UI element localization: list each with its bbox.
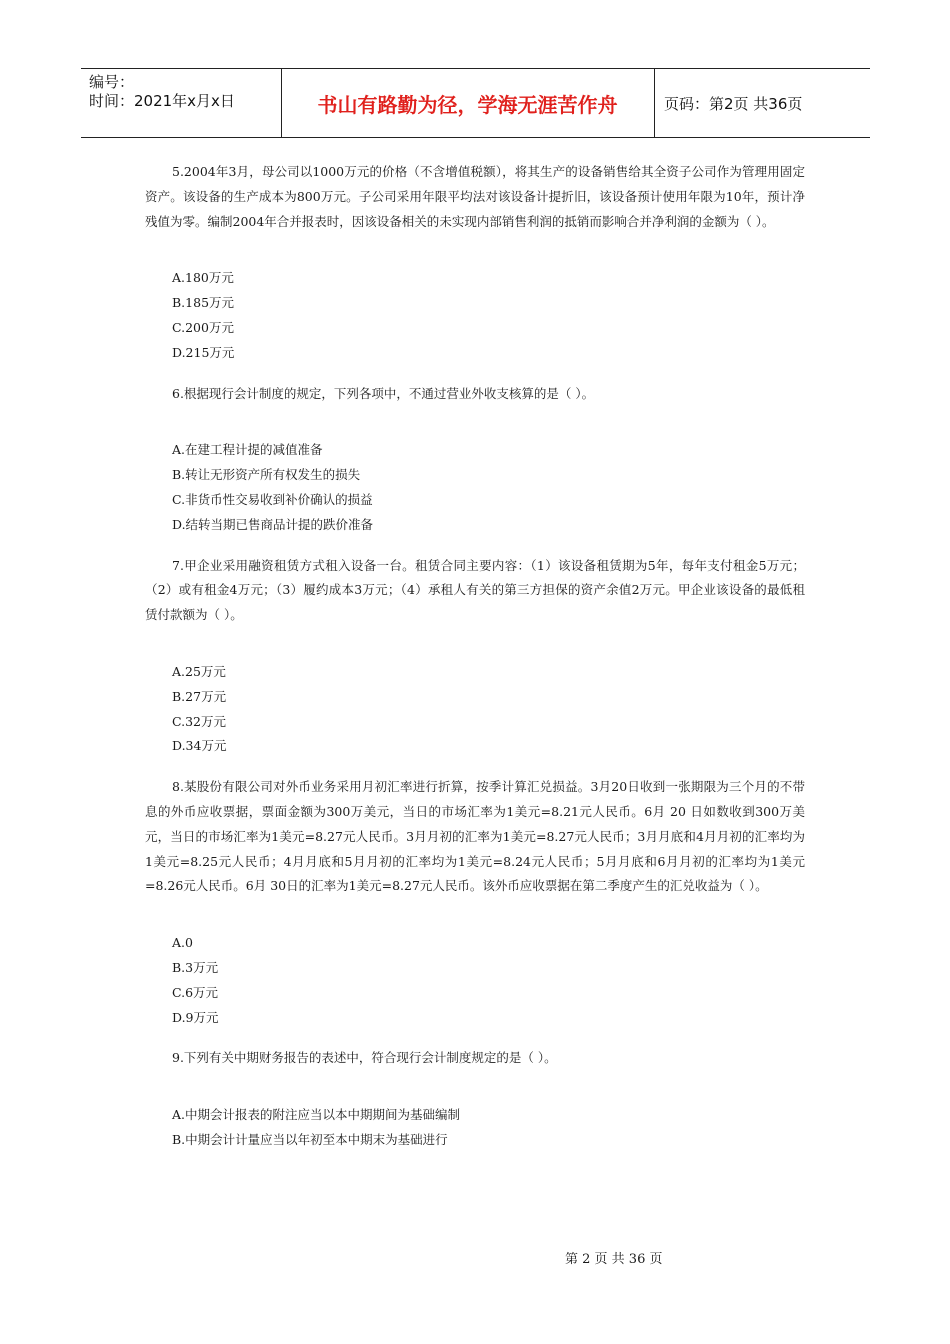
question-text: 6.根据现行会计制度的规定，下列各项中，不通过营业外收支核算的是（ ）。 [172,385,595,401]
answer-option: C.32万元 [172,713,226,729]
option-list [145,660,805,759]
question-text: 9.下列有关中期财务报告的表述中，符合现行会计制度规定的是（ ）。 [172,1050,557,1066]
document-body [145,160,805,1169]
page-header [81,68,870,138]
question-block [145,554,805,760]
header-meta [89,73,235,111]
answer-option: D.34万元 [172,738,227,754]
option-list [145,438,805,537]
answer-option: C.200万元 [172,319,234,335]
answer-option: B.3万元 [172,959,219,975]
question-block [145,1046,805,1152]
question-block [145,775,805,1030]
answer-option: D.结转当期已售商品计提的跌价准备 [172,516,374,532]
answer-option: A.180万元 [172,270,234,286]
answer-option: A.25万元 [172,663,226,679]
answer-option: A.0 [172,935,193,951]
answer-option: B.27万元 [172,688,227,704]
answer-option: A.在建工程计提的减值准备 [172,442,323,458]
answer-option: C.非货币性交易收到补价确认的损益 [172,491,373,507]
motto: 书山有路勤为径，学海无涯苦作舟 [317,93,618,117]
question-block [145,382,805,538]
answer-option: D.9万元 [172,1009,219,1025]
answer-option: A.中期会计报表的附注应当以本中期期间为基础编制 [172,1107,461,1123]
question-text: 7.甲企业采用融资租赁方式租入设备一台。租赁合同主要内容：（1）该设备租赁期为5年，每年支付租金5万元；（2）或有租金4万元；（3）履约成本3万元；（4）承租人有关的第三方担保的资产余值2万元。甲企业该设备的最低租赁付款额为（ ）。 [145,557,805,623]
footer-page-number: 第 2 页 共 36 页 [565,1252,663,1267]
question-text: 5.2004年3月，母公司以1000万元的价格（不含增值税额），将其生产的设备销售给其全资子公司作为管理用固定资产。该设备的生产成本为800万元。子公司采用年限平均法对该设备计提折旧，该设备预计使用年限为10年，预计净残值为零。编制2004年合并报表时，因该设备相关的未实现内部销售利润的抵销而影响合并净利润的金额为（ ）。 [145,164,805,229]
option-list [145,266,805,365]
header-divider [654,69,655,137]
answer-option: C.6万元 [172,984,219,1000]
question-block [145,160,805,366]
answer-option: D.215万元 [172,344,235,360]
page-indicator: 页码：第2页 共36页 [664,95,803,113]
question-text: 8.某股份有限公司对外币业务采用月初汇率进行折算，按季计算汇兑损益。3月20日收到一张期限为三个月的不带息的外币应收票据，票面金额为300万美元，当日的市场汇率为1美元=8.21元人民币。6月 20 日如数收到300万美元，当日的市场汇率为1美元=8.27元人民币。3月月初的汇率为1美元=8.27元人民币；3月月底和4月月初的汇率均为1美元=8.25元人民币；4月月底和5月月初的汇率均为1美元=8.24元人民币；5月月底和6月月初的汇率均为1美元=8.26元人民币。6月 30日的汇率为1美元=8.27元人民币。该外币应收票据在第二季度产生的汇兑收益为（ ）。 [145,779,805,894]
answer-option: B.185万元 [172,295,235,311]
code-label: 编号： [89,73,135,91]
option-list [145,1103,805,1153]
answer-option: B.转让无形资产所有权发生的损失 [172,467,361,483]
option-list [145,931,805,1030]
answer-option: B.中期会计计量应当以年初至本中期末为基础进行 [172,1131,448,1147]
time-label: 时间：2021年x月x日 [89,92,235,110]
